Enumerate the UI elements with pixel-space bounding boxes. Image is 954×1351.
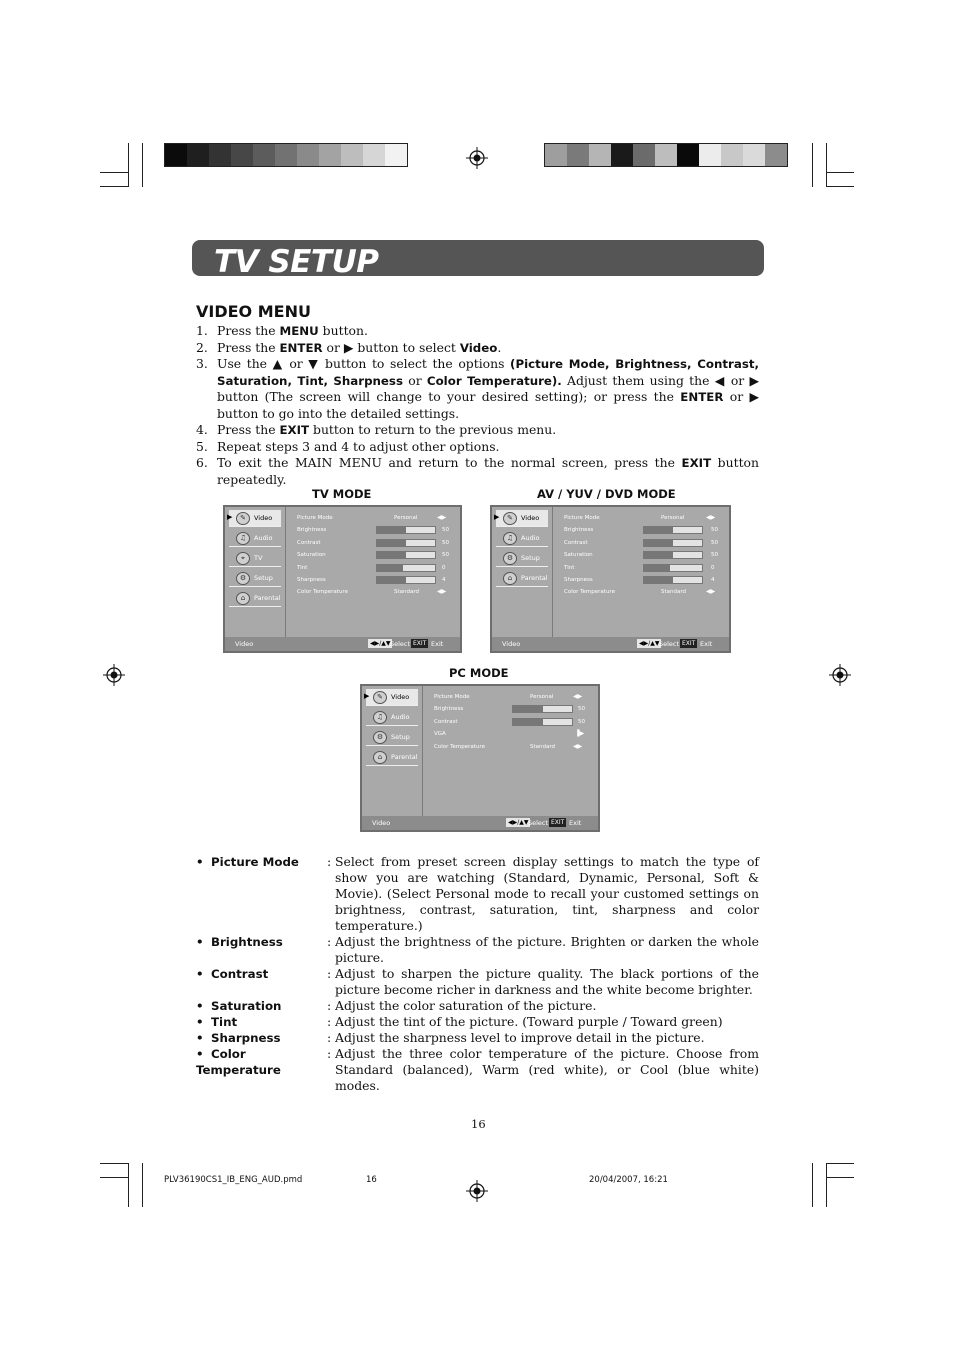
step-text (217, 422, 759, 439)
definition-text: Adjust the tint of the picture. (Toward purple / Toward green) (335, 1014, 723, 1029)
step-number: 5. (196, 438, 208, 454)
crop-mark (128, 143, 129, 187)
crop-mark (826, 1163, 827, 1207)
color-swatch (589, 144, 611, 166)
osd-slider-fill (377, 577, 406, 583)
osd-row-label: Brightness (434, 706, 464, 713)
definition-desc (327, 966, 759, 998)
step-text (217, 439, 759, 456)
setup-icon: ⚙ (373, 731, 387, 744)
definition-text: Select from preset screen display settings to match the type of show you are watching (Standard, Dynamic, Personal, Soft & Movie). (Select Personal mode to recall your customed settings on brightness, contrast, saturation, tint, sharpness and color temperature.) (335, 854, 759, 933)
definition-text: Adjust the sharpness level to improve detail in the picture. (335, 1030, 705, 1045)
osd-menu-label: Video (521, 514, 540, 522)
pointer-icon: ▶ (227, 513, 233, 521)
definition-item (196, 854, 759, 934)
definition-term (196, 1046, 327, 1094)
step-keyword: (Picture Mode, Brightness, Contrast, Saturation, Tint, Sharpness (217, 357, 759, 388)
step-fragment: Adjust them using the ◀ or ▶ button (The screen will change to your desired setting); or press the (217, 372, 760, 404)
crop-mark (812, 1163, 813, 1207)
crop-mark (826, 1163, 854, 1164)
definition-term-text: Saturation (211, 999, 282, 1013)
definition-term (196, 966, 327, 998)
osd-menu-label: Audio (254, 534, 273, 542)
osd-row-label: Saturation (564, 552, 593, 559)
step-keyword: MENU (279, 324, 319, 338)
osd-row-label: Picture Mode (564, 515, 600, 521)
section-heading: VIDEO MENU (196, 302, 311, 321)
step-keyword: Color Temperature). (426, 373, 562, 388)
osd-row-label: Saturation (297, 552, 326, 559)
registration-mark-icon (103, 664, 125, 686)
osd-slider-fill (644, 540, 673, 546)
registration-mark-icon (466, 1180, 488, 1202)
osd-row-value: 50 (711, 539, 718, 546)
definition-item (196, 934, 759, 966)
step-item (196, 422, 759, 439)
tv-icon: ⌖ (236, 552, 250, 565)
colon: : (327, 998, 332, 1013)
definition-term (196, 998, 327, 1014)
step-text (217, 455, 759, 488)
color-swatch (545, 144, 567, 166)
step-fragment: Repeat steps 3 and 4 to adjust other options. (217, 438, 500, 454)
osd-slider-fill (644, 577, 673, 583)
osd-row-value: 50 (711, 527, 718, 534)
step-number: 3. (196, 356, 208, 371)
color-swatch (275, 144, 297, 166)
osd-menu-setup[interactable] (366, 729, 418, 746)
exit-key-icon: EXIT (551, 819, 565, 826)
step-number: 6. (196, 455, 208, 470)
crop-mark (100, 172, 128, 173)
exit-key-icon: EXIT (682, 640, 696, 647)
color-swatch (611, 144, 633, 166)
osd-footer (362, 816, 598, 830)
navigate-keys-icon: ◀▶/▲▼ (370, 640, 391, 647)
enter-arrow-icon[interactable]: ▐▶ (575, 730, 585, 738)
crop-mark (142, 143, 143, 187)
osd-menu-video[interactable] (496, 510, 548, 527)
color-swatch (253, 144, 275, 166)
osd-row-label: Color Temperature (434, 743, 485, 750)
osd-row-value: 50 (442, 539, 449, 546)
osd-slider-fill (513, 719, 543, 725)
parental-icon: ⌂ (236, 592, 250, 605)
crop-mark (128, 1163, 129, 1207)
osd-footer-exit: Exit (700, 640, 713, 648)
step-fragment: To exit the MAIN MENU and return to the normal screen, press the (217, 455, 682, 470)
step-fragment: Use the ▲ or ▼ button to select the options (217, 356, 511, 371)
instruction-steps (196, 323, 759, 488)
left-right-arrow-icon[interactable]: ◀▶ (573, 742, 583, 750)
osd-row-value: Personal (394, 515, 418, 521)
step-item (196, 455, 759, 488)
osd-row-value: 0 (711, 564, 715, 571)
osd-footer-menu: Video (502, 640, 521, 648)
step-text (217, 323, 759, 340)
color-swatch (743, 144, 765, 166)
osd-menu-label: Parental (521, 574, 548, 582)
video-icon: ✎ (503, 512, 517, 525)
registration-mark-icon (466, 147, 488, 169)
parental-icon: ⌂ (373, 751, 387, 764)
step-number: 1. (196, 323, 208, 338)
osd-row-value: Standard (394, 589, 420, 596)
osd-slider[interactable] (512, 705, 573, 713)
color-swatch (699, 144, 721, 166)
parental-icon: ⌂ (503, 572, 517, 585)
step-text (217, 356, 759, 422)
osd-row-value: 50 (442, 552, 449, 559)
definition-text: Adjust the three color temperature of the picture. Choose from Standard (balanced), Warm (red white), or Cool (blue white) modes. (335, 1046, 759, 1093)
definition-term (196, 1014, 327, 1030)
definition-term-text: Color Temperature (196, 1047, 281, 1077)
color-swatch (765, 144, 787, 166)
osd-menu-label: Audio (521, 534, 540, 542)
crop-mark (826, 172, 854, 173)
crop-mark (812, 143, 813, 187)
definition-item (196, 1046, 759, 1094)
osd-row-label: Picture Mode (297, 515, 333, 521)
osd-footer-menu: Video (372, 819, 391, 827)
osd-menu-label: TV (254, 554, 263, 562)
navigate-keys-icon: ◀▶/▲▼ (508, 819, 529, 826)
osd-row-value: 0 (442, 564, 446, 571)
definition-item (196, 1030, 759, 1046)
osd-row-label: Brightness (297, 527, 327, 534)
color-swatch (341, 144, 363, 166)
step-keyword: ENTER (279, 340, 323, 355)
definition-term-text: Sharpness (211, 1031, 281, 1045)
osd-menu-audio[interactable] (366, 709, 418, 726)
crop-mark (100, 186, 128, 187)
definition-desc (327, 1030, 759, 1046)
color-swatch (165, 144, 187, 166)
osd-slider-fill (513, 706, 543, 712)
osd-row-label: VGA (434, 731, 446, 738)
osd-row-value: 50 (578, 706, 585, 713)
osd-slider[interactable] (643, 564, 703, 572)
bullet-icon: • (196, 967, 204, 981)
left-right-arrow-icon[interactable]: ◀▶ (706, 588, 716, 596)
color-swatch (385, 144, 407, 166)
osd-row-value: 50 (578, 718, 585, 725)
osd-slider-fill (377, 527, 406, 533)
definition-text: Adjust to sharpen the picture quality. The black portions of the picture become richer in darkness and the white become brighter. (335, 966, 759, 997)
osd-sidebar (362, 686, 423, 816)
colon: : (327, 1046, 332, 1061)
osd-menu-tv[interactable] (229, 550, 281, 567)
osd-row-label: Brightness (564, 527, 594, 534)
definition-text: Adjust the color saturation of the picture. (335, 998, 597, 1013)
definition-list (196, 854, 759, 1094)
step-fragment: or ▶ button to select (322, 339, 460, 355)
page-title: TV SETUP (214, 244, 379, 280)
osd-slider-fill (377, 565, 403, 571)
definition-text: Adjust the brightness of the picture. Brighten or darken the whole picture. (335, 934, 759, 965)
osd-row-value: 4 (442, 577, 446, 583)
crop-mark (826, 1177, 854, 1178)
color-swatch (633, 144, 655, 166)
step-fragment: or (402, 372, 427, 388)
pointer-icon: ▶ (364, 692, 370, 700)
color-swatch (209, 144, 231, 166)
osd-slider-fill (644, 552, 673, 558)
osd-row-label: Picture Mode (434, 694, 470, 700)
osd-sidebar (225, 507, 286, 637)
osd-menu-label: Audio (391, 713, 410, 721)
osd-slider[interactable] (376, 564, 436, 572)
step-item (196, 439, 759, 456)
osd-slider[interactable] (376, 551, 436, 559)
footer-date: 20/04/2007, 16:21 (589, 1175, 668, 1185)
pointer-icon: ▶ (494, 513, 500, 521)
osd-sidebar (492, 507, 553, 637)
colon: : (327, 1030, 332, 1045)
osd-menu-video[interactable] (366, 689, 418, 706)
osd-footer-select: Select (528, 819, 549, 827)
step-number: 4. (196, 422, 208, 437)
bullet-icon: • (196, 1015, 204, 1029)
definition-item (196, 966, 759, 998)
step-fragment: or ▶ button to go into the detailed settings. (217, 389, 759, 421)
audio-icon: ♫ (503, 532, 517, 545)
step-fragment: . (497, 339, 502, 355)
definition-term-text: Tint (211, 1015, 238, 1029)
osd-slider-fill (377, 540, 406, 546)
osd-menu-label: Parental (254, 594, 281, 602)
crop-mark (142, 1163, 143, 1207)
colon: : (327, 1014, 332, 1029)
step-item (196, 323, 759, 340)
osd-row-label: Tint (564, 564, 575, 571)
bullet-icon: • (196, 999, 204, 1013)
osd-menu-label: Setup (521, 554, 540, 562)
color-swatch (297, 144, 319, 166)
osd-menu-parental[interactable] (229, 590, 281, 607)
step-keyword: ENTER (680, 390, 724, 404)
av-mode-osd-screen (490, 505, 731, 653)
osd-row-label: Color Temperature (297, 589, 348, 596)
definition-term-text: Contrast (211, 967, 269, 981)
colon: : (327, 854, 332, 869)
color-swatch (655, 144, 677, 166)
crop-mark (100, 1177, 128, 1178)
osd-row-label: Color Temperature (564, 589, 615, 596)
step-text (217, 340, 759, 357)
osd-row-label: Contrast (564, 539, 588, 546)
color-swatch (677, 144, 699, 166)
color-swatch (363, 144, 385, 166)
osd-row-value: 4 (711, 577, 715, 583)
osd-footer-select: Select (390, 640, 411, 648)
osd-menu-parental[interactable] (496, 570, 548, 587)
step-fragment: button. (318, 323, 368, 338)
osd-slider[interactable] (643, 526, 703, 534)
osd-slider-fill (644, 527, 673, 533)
video-icon: ✎ (236, 512, 250, 525)
definition-item (196, 998, 759, 1014)
osd-row-label: Sharpness (564, 577, 593, 583)
osd-menu-setup[interactable] (496, 550, 548, 567)
left-right-arrow-icon[interactable]: ◀▶ (573, 693, 583, 700)
definition-item (196, 1014, 759, 1030)
step-keyword: Video (459, 340, 498, 355)
color-swatch (187, 144, 209, 166)
osd-footer-select: Select (659, 640, 680, 648)
osd-menu-label: Setup (254, 574, 273, 582)
osd-menu-audio[interactable] (496, 530, 548, 547)
color-calibration-bar-right (544, 143, 788, 167)
color-swatch (319, 144, 341, 166)
osd-slider[interactable] (376, 526, 436, 534)
definition-term (196, 854, 327, 934)
osd-menu-parental[interactable] (366, 749, 418, 766)
step-fragment: button to return to the previous menu. (309, 422, 557, 437)
video-icon: ✎ (373, 691, 387, 704)
definition-desc (327, 998, 759, 1014)
color-swatch (567, 144, 589, 166)
osd-slider[interactable] (376, 576, 436, 584)
left-right-arrow-icon[interactable]: ◀▶ (437, 514, 447, 521)
crop-mark (100, 1163, 128, 1164)
color-calibration-bar-left (164, 143, 408, 167)
osd-slider-fill (644, 565, 670, 571)
osd-row-value: 50 (442, 527, 449, 534)
colon: : (327, 966, 332, 981)
osd-slider[interactable] (512, 718, 573, 726)
pc-mode-label: PC MODE (449, 666, 509, 680)
osd-footer-exit: Exit (569, 819, 582, 827)
osd-menu-label: Setup (391, 733, 410, 741)
osd-row-value: Personal (661, 515, 685, 521)
osd-slider[interactable] (643, 539, 703, 547)
osd-row-value: 50 (711, 552, 718, 559)
step-number: 2. (196, 339, 208, 355)
audio-icon: ♫ (236, 532, 250, 545)
osd-slider[interactable] (376, 539, 436, 547)
osd-menu-label: Parental (391, 753, 418, 761)
osd-menu-label: Video (254, 514, 273, 522)
footer-page: 16 (366, 1175, 377, 1185)
step-item (196, 340, 759, 357)
crop-mark (826, 143, 827, 187)
osd-menu-audio[interactable] (229, 530, 281, 547)
osd-slider[interactable] (643, 576, 703, 584)
setup-icon: ⚙ (236, 572, 250, 585)
crop-mark (826, 186, 854, 187)
osd-row-label: Contrast (434, 718, 458, 725)
bullet-icon: • (196, 935, 204, 949)
registration-mark-icon (829, 664, 851, 686)
step-keyword: EXIT (681, 456, 712, 470)
av-mode-label: AV / YUV / DVD MODE (537, 487, 676, 501)
colon: : (327, 934, 332, 949)
title-banner (192, 240, 764, 280)
bullet-icon: • (196, 1047, 204, 1061)
step-keyword: EXIT (279, 423, 310, 437)
page-number: 16 (471, 1117, 486, 1131)
definition-term (196, 934, 327, 966)
exit-key-icon: EXIT (413, 640, 427, 647)
osd-row-value: Standard (661, 589, 687, 596)
bullet-icon: • (196, 1031, 204, 1045)
osd-footer-exit: Exit (431, 640, 444, 648)
osd-footer (492, 637, 729, 651)
pc-mode-osd-screen (360, 684, 600, 832)
osd-row-label: Tint (297, 564, 308, 571)
step-fragment: Press the (217, 422, 280, 437)
definition-term-text: Picture Mode (211, 855, 299, 869)
bullet-icon: • (196, 855, 204, 869)
osd-footer-menu: Video (235, 640, 254, 648)
step-item (196, 356, 759, 422)
definition-term (196, 1030, 327, 1046)
definition-desc (327, 854, 759, 934)
definition-desc (327, 1014, 759, 1030)
step-fragment: Press the (217, 323, 280, 338)
audio-icon: ♫ (373, 711, 387, 724)
osd-slider[interactable] (643, 551, 703, 559)
osd-row-label: Sharpness (297, 577, 326, 583)
osd-menu-video[interactable] (229, 510, 281, 527)
osd-row-value: Standard (530, 743, 556, 750)
navigate-keys-icon: ◀▶/▲▼ (639, 640, 660, 647)
step-fragment: Press the (217, 339, 280, 355)
osd-menu-setup[interactable] (229, 570, 281, 587)
tv-mode-osd-screen (223, 505, 462, 653)
osd-row-value: Personal (530, 694, 554, 700)
left-right-arrow-icon[interactable]: ◀▶ (706, 514, 716, 521)
osd-menu-label: Video (391, 693, 410, 701)
color-swatch (231, 144, 253, 166)
definition-desc (327, 934, 759, 966)
osd-row-label: Contrast (297, 539, 321, 546)
definition-desc (327, 1046, 759, 1094)
definition-term-text: Brightness (211, 935, 283, 949)
setup-icon: ⚙ (503, 552, 517, 565)
step-fragment: button repeatedly. (217, 455, 759, 487)
footer-file: PLV36190CS1_IB_ENG_AUD.pmd (164, 1175, 303, 1185)
color-swatch (721, 144, 743, 166)
tv-mode-label: TV MODE (312, 487, 372, 501)
left-right-arrow-icon[interactable]: ◀▶ (437, 588, 447, 596)
osd-footer (225, 637, 460, 651)
osd-slider-fill (377, 552, 406, 558)
